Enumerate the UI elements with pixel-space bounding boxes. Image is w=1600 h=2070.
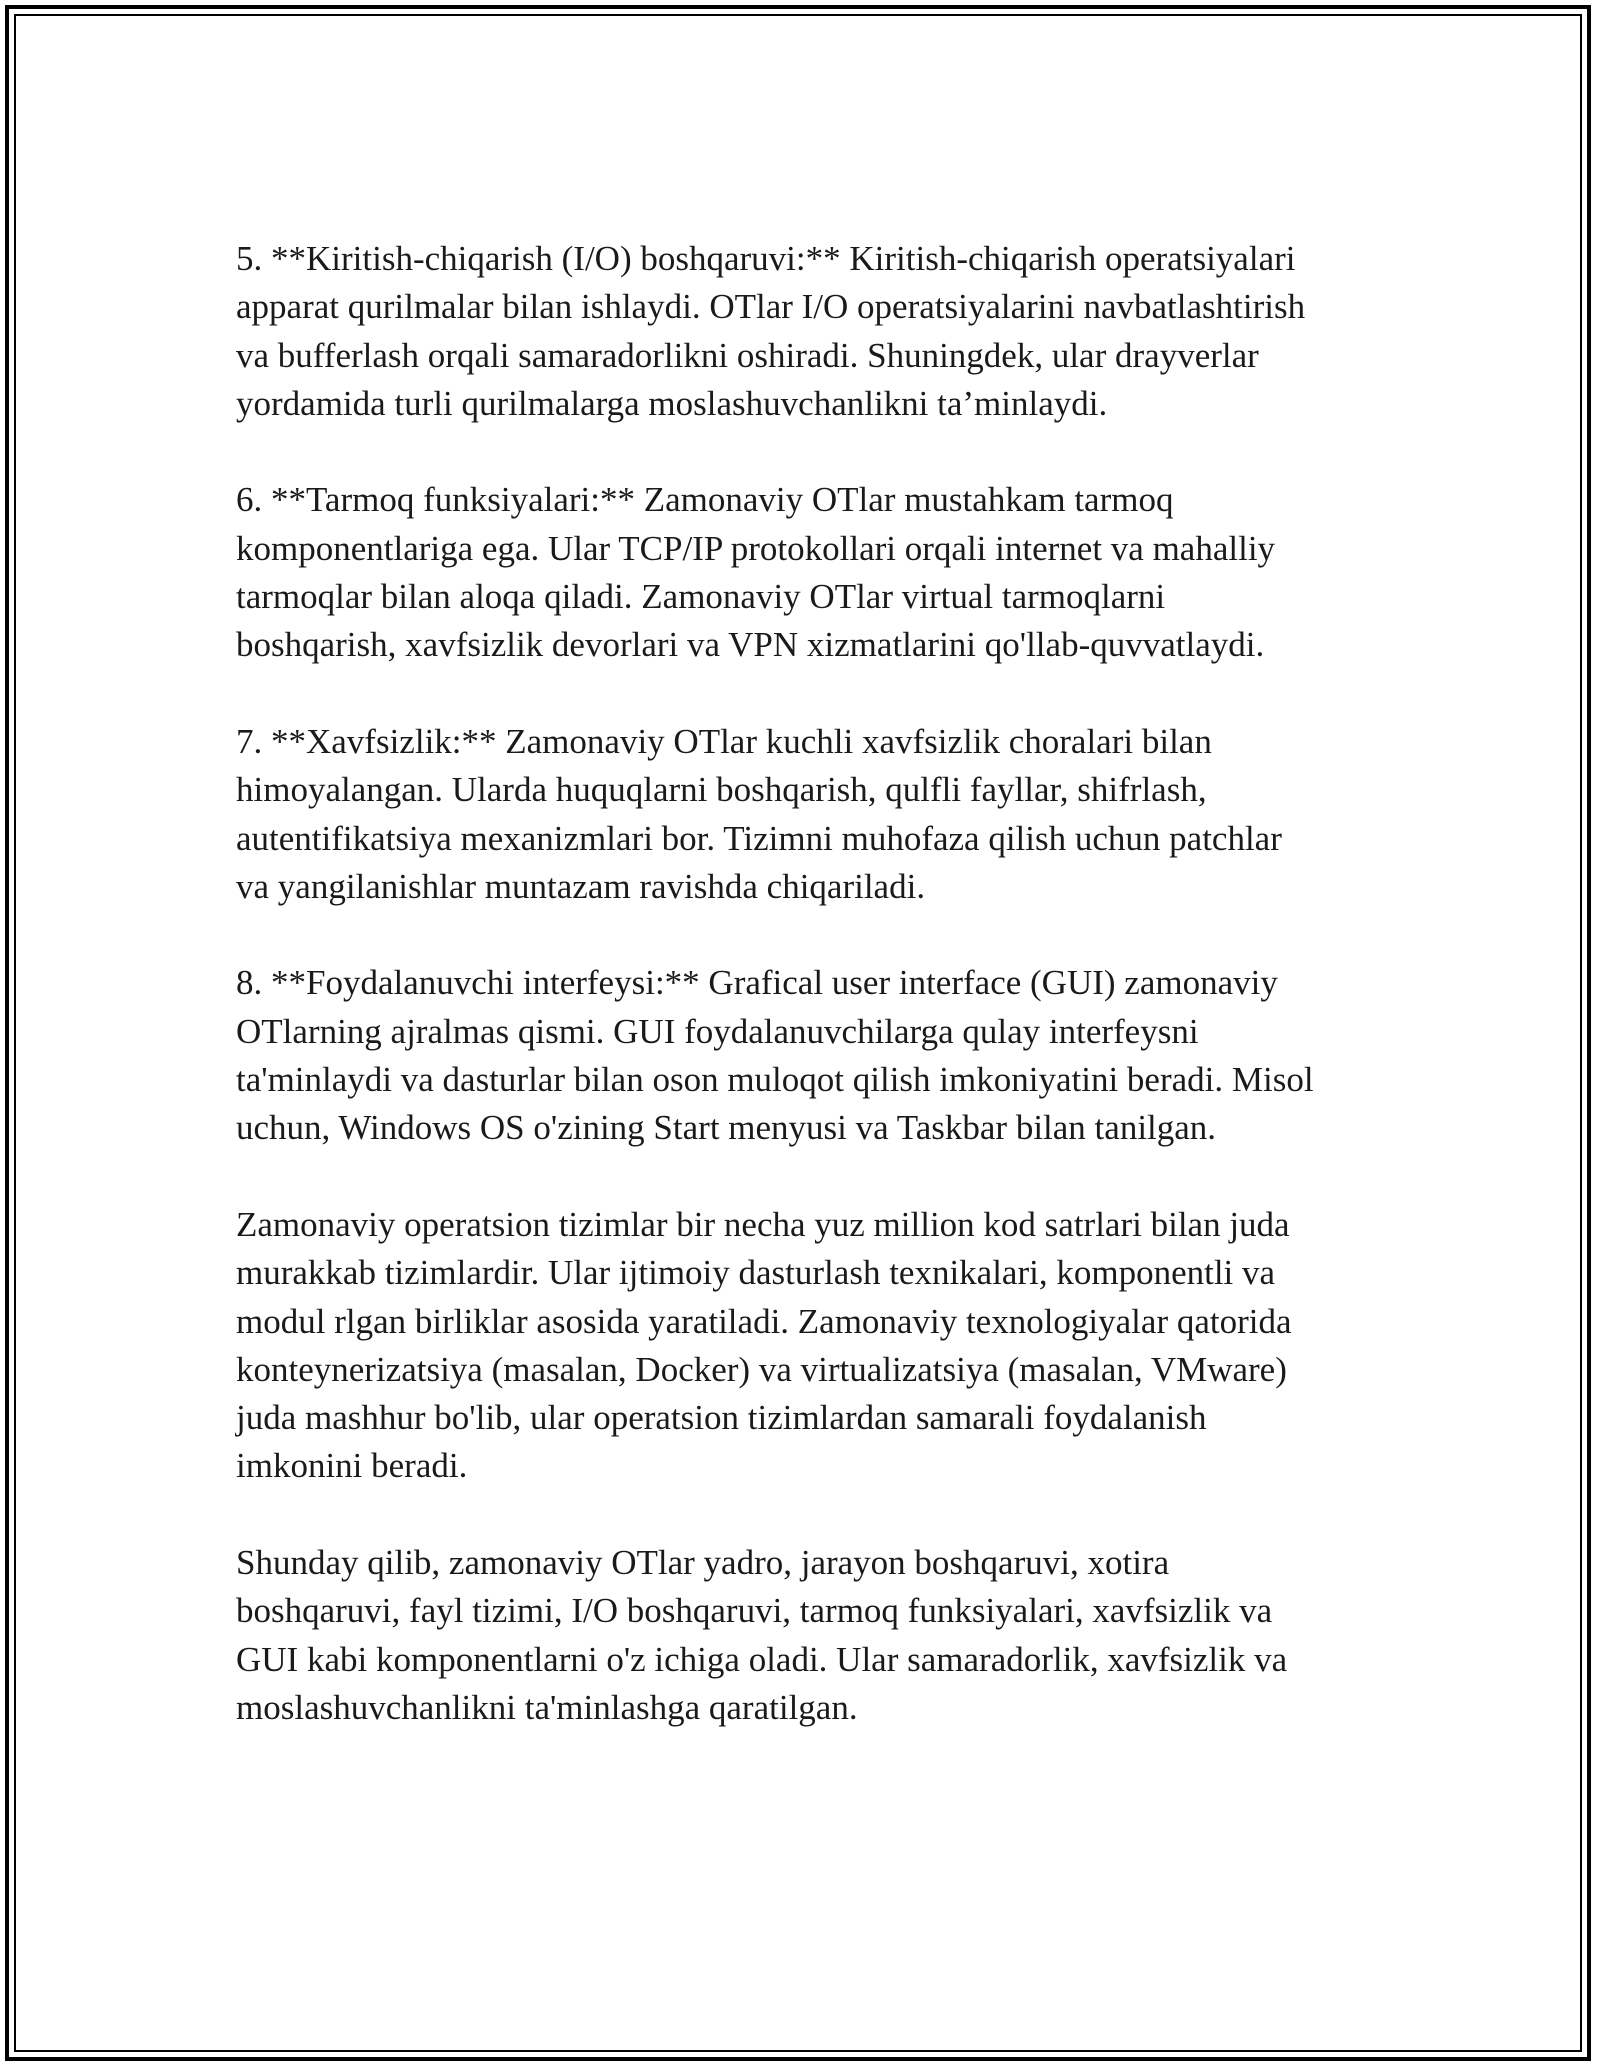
- paragraph-security: [236, 718, 1376, 911]
- text-line: komponentlariga ega. Ular TCP/IP protokollari orqali internet va mahalliy: [236, 528, 1276, 568]
- text-line: himoyalangan. Ularda huquqlarni boshqarish, qulfli fayllar, shifrlash,: [236, 770, 1207, 810]
- text-line: yordamida turli qurilmalarga moslashuvchanlikni ta’minlaydi.: [236, 383, 1108, 423]
- text-line: boshqaruvi, fayl tizimi, I/O boshqaruvi, tarmoq funksiyalari, xavfsizlik va: [236, 1591, 1273, 1631]
- paragraph-user-interface: [236, 959, 1376, 1152]
- text-line: murakkab tizimlardir. Ular ijtimoiy dasturlash texnikalari, komponentli va: [236, 1253, 1276, 1293]
- text-line: konteynerizatsiya (masalan, Docker) va virtualizatsiya (masalan, VMware): [236, 1349, 1287, 1389]
- text-line: 5. **Kiritish-chiqarish (I/O) boshqaruvi:** Kiritish-chiqarish operatsiyalari: [236, 239, 1296, 278]
- text-line: va yangilanishlar muntazam ravishda chiqariladi.: [236, 866, 926, 906]
- text-line: Zamonaviy operatsion tizimlar bir necha yuz million kod satrlari bilan juda: [236, 1204, 1290, 1244]
- paragraph-io-management: [236, 235, 1376, 428]
- paragraph-network-functions: [236, 476, 1376, 669]
- text-line: imkonini beradi.: [236, 1446, 468, 1486]
- paragraph-modern-os-overview: [236, 1201, 1376, 1491]
- text-line: 6. **Tarmoq funksiyalari:** Zamonaviy OTlar mustahkam tarmoq: [236, 480, 1174, 520]
- text-line: uchun, Windows OS o'zining Start menyusi va Taskbar bilan tanilgan.: [236, 1108, 1217, 1148]
- text-line: ta'minlaydi va dasturlar bilan oson muloqot qilish imkoniyatini beradi. Misol: [236, 1060, 1314, 1100]
- text-line: juda mashhur bo'lib, ular operatsion tizimlardan samarali foydalanish: [236, 1398, 1207, 1438]
- text-line: tarmoqlar bilan aloqa qiladi. Zamonaviy OTlar virtual tarmoqlarni: [236, 577, 1166, 617]
- text-line: GUI kabi komponentlarni o'z ichiga oladi. Ular samaradorlik, xavfsizlik va: [236, 1639, 1288, 1679]
- text-line: Shunday qilib, zamonaviy OTlar yadro, jarayon boshqaruvi, xotira: [236, 1543, 1170, 1583]
- text-line: va bufferlash orqali samaradorlikni oshiradi. Shuningdek, ular drayverlar: [236, 335, 1259, 375]
- text-line: moslashuvchanlikni ta'minlashga qaratilgan.: [236, 1687, 858, 1727]
- paragraph-conclusion: [236, 1539, 1376, 1732]
- text-line: boshqarish, xavfsizlik devorlari va VPN xizmatlarini qo'llab-quvvatlaydi.: [236, 625, 1265, 665]
- text-line: autentifikatsiya mexanizmlari bor. Tizimni muhofaza qilish uchun patchlar: [236, 818, 1282, 858]
- text-line: 8. **Foydalanuvchi interfeysi:** Grafical user interface (GUI) zamonaviy: [236, 963, 1278, 1003]
- text-line: modul rlgan birliklar asosida yaratiladi. Zamonaviy texnologiyalar qatorida: [236, 1301, 1292, 1341]
- text-line: OTlarning ajralmas qismi. GUI foydalanuvchilarga qulay interfeysni: [236, 1011, 1199, 1051]
- text-line: apparat qurilmalar bilan ishlaydi. OTlar I/O operatsiyalarini navbatlashtirish: [236, 287, 1306, 327]
- document-body: [236, 235, 1376, 1781]
- text-line: 7. **Xavfsizlik:** Zamonaviy OTlar kuchli xavfsizlik choralari bilan: [236, 721, 1212, 761]
